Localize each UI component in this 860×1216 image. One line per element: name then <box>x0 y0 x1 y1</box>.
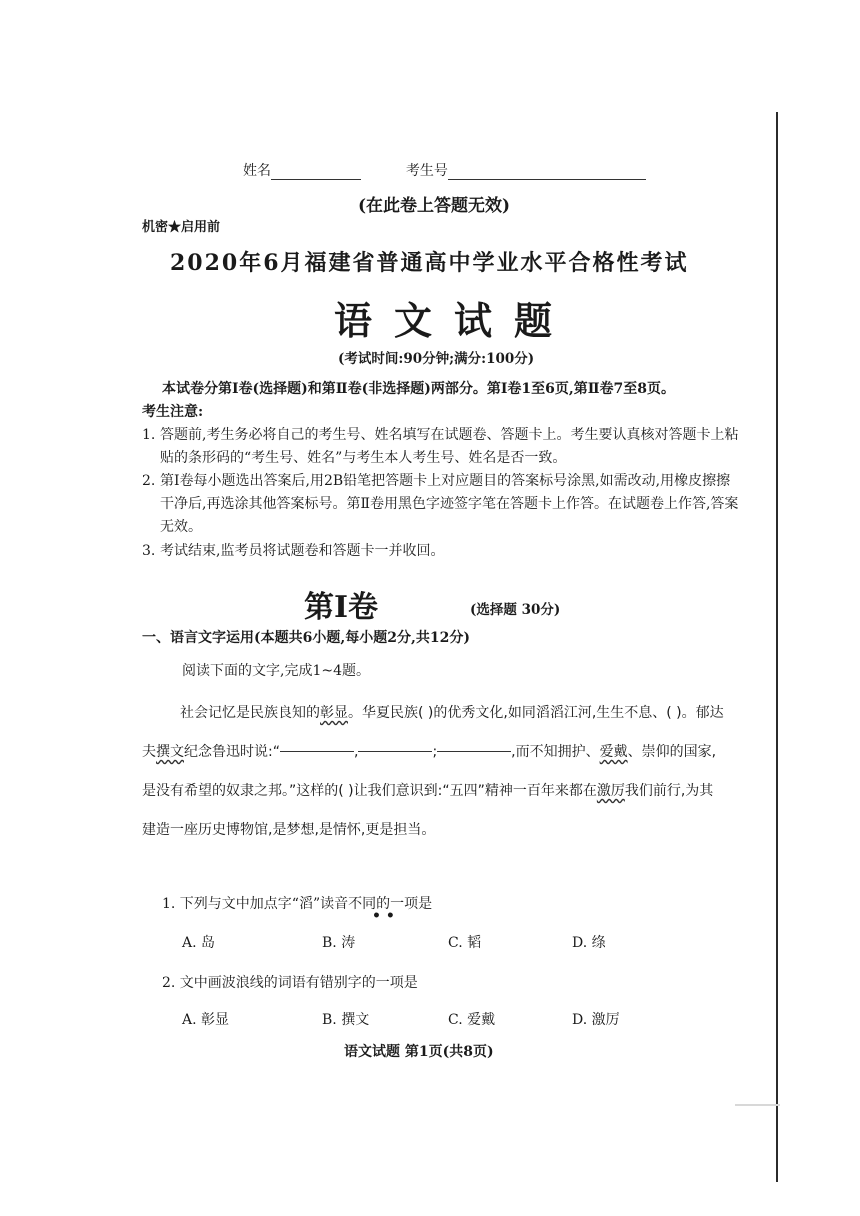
part-subtitle: (选择题 30分) <box>470 602 561 618</box>
passage-text: 、崇仰的国家,是没有希望的奴隶之邦。”这样的( )让我们意识到:“五四”精神一百年来都在 <box>142 744 717 799</box>
time-info: (考试时间:90分钟;满分:100分) <box>338 351 535 367</box>
passage-text: , <box>353 744 359 760</box>
paper-intro: 本试卷分第Ⅰ卷(选择题)和第Ⅱ卷(非选择题)两部分。第Ⅰ卷1至6页,第Ⅱ卷7至8页。 <box>162 381 676 397</box>
instruction-item <box>142 424 742 470</box>
candidate-info-line <box>243 160 646 180</box>
notice-heading: 考生注意: <box>142 404 204 420</box>
page-footer: 语文试题 第1页(共8页) <box>344 1044 494 1060</box>
instruction-number: 1. <box>142 427 156 443</box>
instruction-number: 3. <box>142 543 156 559</box>
passage-text: ; <box>432 744 438 760</box>
scan-mark <box>735 1104 780 1106</box>
passage-text: ,而不知拥护、 <box>511 744 600 760</box>
invalid-note: (在此卷上答题无效) <box>358 196 511 216</box>
passage-text: 社会记忆是民族良知的 <box>180 705 320 721</box>
fill-blank <box>358 751 432 752</box>
scan-edge-line <box>776 112 778 1182</box>
option-c: C. 韬 <box>448 935 482 951</box>
exam-no-label: 考生号 <box>405 163 448 179</box>
passage-text: 我们前行,为其建造一座历史博物馆,是梦想,是情怀,更是担当。 <box>142 783 714 838</box>
instruction-item <box>142 540 742 563</box>
passage-text: 。华夏民族( )的优秀文化,如同滔滔江河,生生不息、( )。郁达夫 <box>142 705 724 760</box>
option-a: A. 岛 <box>182 935 216 951</box>
subject-title: 语文试题 <box>334 298 575 343</box>
instruction-text: 答题前,考生务必将自己的考生号、姓名填写在试题卷、答题卡上。考生要认真核对答题卡上粘贴的条形码的“考生号、姓名”与考生本人考生号、姓名是否一致。 <box>160 427 739 466</box>
fill-blank <box>437 751 511 752</box>
instruction-item <box>142 470 742 539</box>
question-stem: 2. 文中画波浪线的词语有错别字的一项是 <box>162 975 418 991</box>
secret-label: 机密★启用前 <box>142 220 221 235</box>
reading-instruction: 阅读下面的文字,完成1~4题。 <box>182 663 370 679</box>
option-a: A. 彰显 <box>182 1012 230 1028</box>
part-title: 第Ⅰ卷 <box>304 590 379 625</box>
option-d: D. 激厉 <box>572 1012 620 1028</box>
option-d: D. 绦 <box>572 935 606 951</box>
exam-title: 2020年6月福建省普通高中学业水平合格性考试 <box>170 250 689 276</box>
fill-blank <box>280 751 354 752</box>
option-b: B. 撰文 <box>322 1012 370 1028</box>
emphasis-dots: • • <box>372 908 395 924</box>
option-b: B. 涛 <box>322 935 356 951</box>
exam-no-blank <box>448 179 646 180</box>
passage-text: 纪念鲁迅时说:“ <box>184 744 280 760</box>
question-stem: 1. 下列与文中加点字“滔”读音不同的一项是 <box>162 896 433 912</box>
name-label: 姓名 <box>243 163 271 179</box>
instruction-text: 第Ⅰ卷每小题选出答案后,用2B铅笔把答题卡上对应题目的答案标号涂黑,如需改动,用橡皮擦擦干净后,再选涂其他答案标号。第Ⅱ卷用黑色字迹签字笔在答题卡上作答。在试题卷上作答,答案无效。 <box>160 473 739 535</box>
wavy-word: 彰显 <box>320 705 348 721</box>
wavy-word: 撰文 <box>156 744 184 760</box>
instruction-text: 考试结束,监考员将试题卷和答题卡一并收回。 <box>160 543 445 559</box>
instruction-number: 2. <box>142 473 156 489</box>
section-heading: 一、语言文字运用(本题共6小题,每小题2分,共12分) <box>142 630 470 646</box>
name-blank <box>271 179 361 180</box>
wavy-word: 爱戴 <box>599 744 628 760</box>
option-c: C. 爱戴 <box>448 1012 496 1028</box>
wavy-word: 激厉 <box>596 783 625 799</box>
reading-passage <box>142 694 727 850</box>
